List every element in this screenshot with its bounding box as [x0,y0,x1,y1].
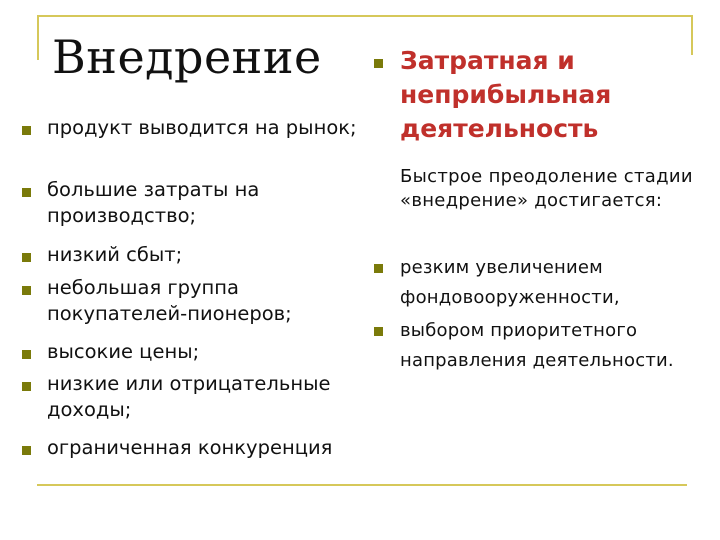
bullet-square-icon [374,264,383,273]
right-bullet-1: резким увеличением фондовооруженности, [400,257,620,308]
bullet-square-icon [22,446,31,455]
bullet-square-icon [374,59,383,68]
left-bullet-7: ограниченная конкуренция [47,436,333,459]
bullet-square-icon [22,286,31,295]
frame-bottom-line [37,484,687,486]
left-bullet-6: низкие или отрицательные доходы; [47,372,331,421]
frame-top-line [37,15,693,17]
bullet-square-icon [22,253,31,262]
bullet-square-icon [374,327,383,336]
bullet-square-icon [22,350,31,359]
right-bullet-2: выбором приоритетного направления деятельности. [400,320,674,371]
left-bullet-4: небольшая группа покупателей-пионеров; [47,276,292,325]
bullet-square-icon [22,126,31,135]
bullet-square-icon [22,382,31,391]
left-bullet-3: низкий сбыт; [47,243,183,266]
right-subheading: Быстрое преодоление стадии «внедрение» достигается: [400,166,693,211]
frame-left-line [37,15,39,60]
slide-title: Внедрение [52,30,322,84]
bullet-square-icon [22,188,31,197]
left-bullet-1: продукт выводится на рынок; [47,116,357,139]
left-bullet-2: большие затраты на производство; [47,178,260,227]
left-bullet-5: высокие цены; [47,340,200,363]
right-heading: Затратная и неприбыльная деятельность [400,46,612,143]
